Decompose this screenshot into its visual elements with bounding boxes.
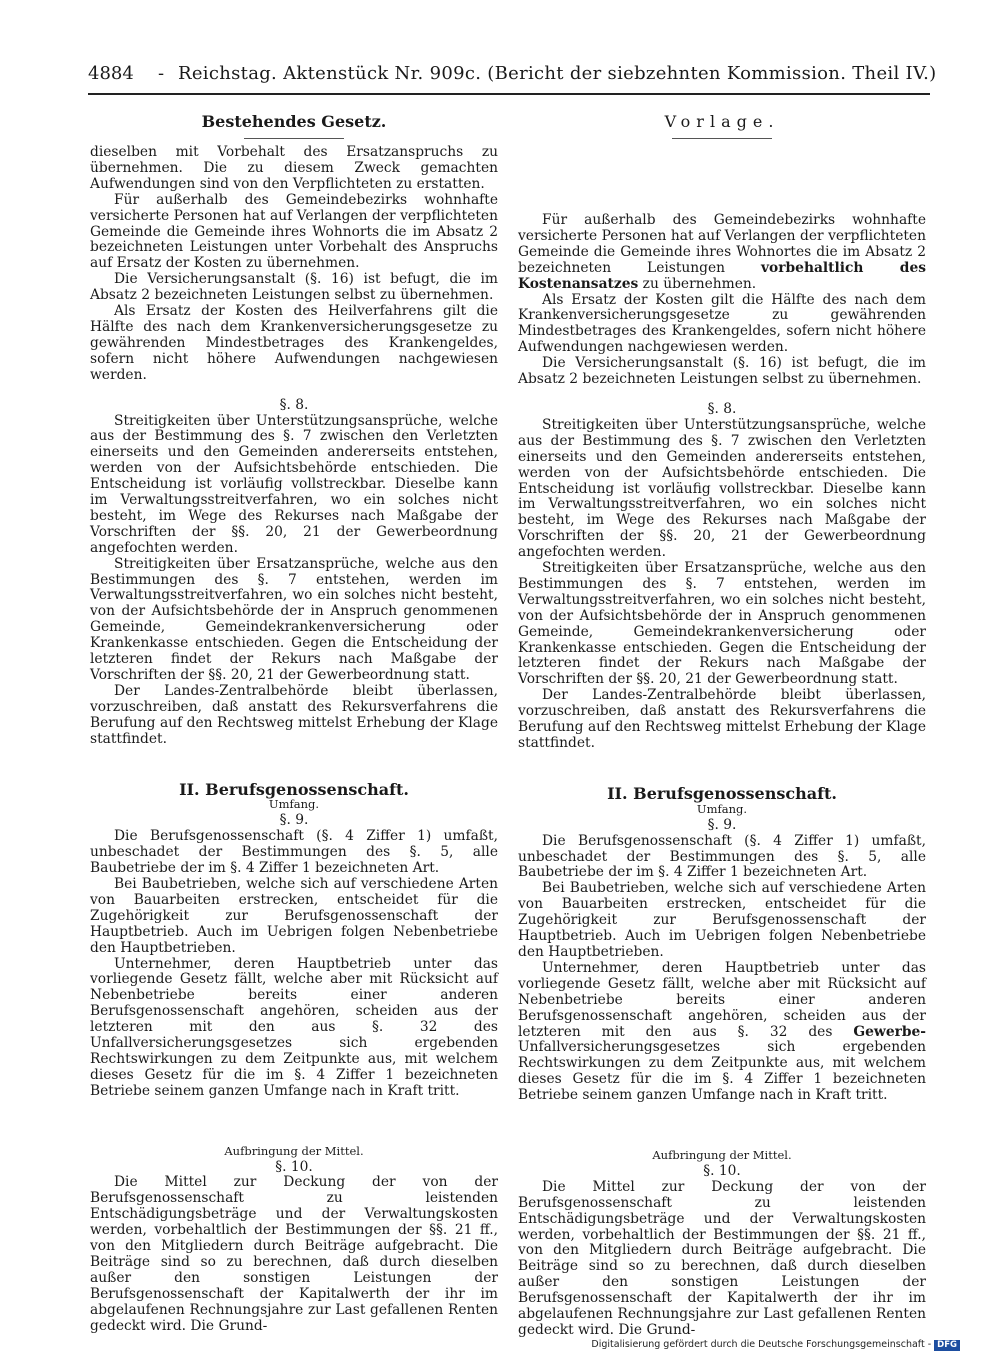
right-s10-p1: Die Mittel zur Deckung der von der Berufsgenossenschaft zu leistenden Entschädigungsbeträge und der Verwaltungskosten werden, vorbehaltlich der Bestimmungen der §§. 21 ff., von den Mitgliedern durch Beiträge aufgebracht. Die Beiträge sind so zu berechnen, daß durch dieselben außer den sonstigen Leistungen der Berufsgenossenschaft der Kapitalwerth der ihr im abgelaufenen Rechnungsjahre zur Last gefallenen Renten gedeckt wird. Die Grund-: [518, 1178, 926, 1338]
left-s9-p3: Unternehmer, deren Hauptbetrieb unter das vorliegende Gesetz fällt, welche aber mit Rücksicht auf Nebenbetriebe bereits einer anderen Berufsgenossenschaft angehören, scheiden aus der letzteren mit den aus §. 32 des Unfallversicherungsgesetzes sich ergebenden Rechtswirkungen zu dem Zeitpunkte aus, mit welchem dieses Gesetz für die im §. 4 Ziffer 1 bezeichneten Betriebe seinem ganzen Umfange nach in Kraft tritt.: [90, 955, 498, 1099]
left-s8-p2: Streitigkeiten über Ersatzansprüche, welche aus den Bestimmungen des §. 7 entstehen, werden im Verwaltungsstreitverfahren, wo ein solches nicht besteht, von der Aufsichtsbehörde der in Anspruch genommenen Gemeinde, Gemeindekrankenversicherung oder Krankenkasse entschieden. Gegen die Entscheidung der letzteren findet der Rekurs nach Maßgabe der Vorschriften der §§. 20, 21 der Gewerbeordnung statt.: [90, 555, 498, 683]
right-s9-p3: [518, 961, 926, 1104]
left-s9-title: §. 9.: [279, 812, 309, 829]
right-s8-p2: Streitigkeiten über Ersatzansprüche, welche aus den Bestimmungen des §. 7 entstehen, werden im Verwaltungsstreitverfahren, wo ein solches nicht besteht, von der Aufsichtsbehörde der in Anspruch genommenen Gemeinde, Gemeindekrankenversicherung oder Krankenkasse entschieden. Gegen die Entscheidung der letzteren findet der Rekurs nach Maßgabe der Vorschriften der §§. 20, 21 der Gewerbeordnung statt.: [518, 560, 926, 688]
dfg-logo: DFG: [934, 1340, 960, 1351]
right-s9-p3-bold: Gewerbe-: [853, 1023, 927, 1040]
right-intro-p2: Als Ersatz der Kosten gilt die Hälfte des nach dem Krankenversicherungsgesetze zu gewährenden Mindestbetrages des Krankengeldes, sofern nicht höhere Aufwendungen nachgewiesen werden.: [518, 291, 926, 356]
header-title: Reichstag. Aktenstück Nr. 909c. (Bericht der siebzehnten Kommission. Theil IV.): [178, 63, 937, 84]
right-intro-p1: [518, 213, 926, 293]
right-intro-p1-text: Für außerhalb des Gemeindebezirks wohnhafte versicherte Personen hat auf Verlangen der verpflichteten Gemeinde die Gemeinde ihres Wohnortes die im Absatz 2 bezeichneten Leistungen: [518, 212, 926, 276]
page-footer: [591, 1339, 960, 1351]
left-intro-p1: dieselben mit Vorbehalt des Ersatzanspruchs zu übernehmen. Die zu diesem Zweck gemachten Aufwendungen sind von den Verpflichteten zu erstatten.: [90, 144, 498, 192]
right-s9-p3-end: Unfallversicherungsgesetzes sich ergebenden Rechtswirkungen zu dem Zeitpunkte aus, mit welchem dieses Gesetz für die im §. 4 Ziffer 1 bezeichneten Betriebe seinem ganzen Umfange nach in Kraft tritt.: [518, 1039, 926, 1104]
left-heading-rule: [244, 138, 344, 139]
right-intro-p3: Die Versicherungsanstalt (§. 16) ist befugt, die im Absatz 2 bezeichneten Leistungen selbst zu übernehmen.: [518, 355, 926, 388]
page-header: [88, 62, 937, 86]
left-s9-p2: Bei Baubetrieben, welche sich auf verschiedene Arten von Bauarbeiten erstrecken, entscheidet für die Zugehörigkeit zur Berufsgenossenschaft der Hauptbetrieb. Auch im Uebrigen folgen Nebenbetriebe den Hauptbetrieben.: [90, 875, 498, 956]
right-intro-p1-bold: vorbehaltlich des Kostenansatzes: [518, 259, 926, 292]
right-intro-p1-end: zu übernehmen.: [642, 275, 757, 292]
left-s8-title: §. 8.: [279, 396, 309, 413]
left-s8-p1: Streitigkeiten über Unterstützungsansprüche, welche aus der Bestimmung des §. 7 zwischen den Verletzten einerseits und den Gemeinden andererseits entstehen, werden von der Aufsichtsbehörde entschieden. Die Entscheidung ist vorläufig vollstreckbar. Dieselbe kann im Verwaltungsstreitverfahren, wo ein solches nicht besteht, im Wege des Rekurses nach Maßgabe der Vorschriften der §§. 20, 21 der Gewerbeordnung angefochten werden.: [90, 412, 498, 556]
left-column: [90, 112, 498, 1335]
right-s9-title: §. 9.: [707, 816, 737, 833]
right-s8-title: §. 8.: [707, 400, 737, 417]
footer-text: Digitalisierung gefördert durch die Deutsche Forschungsgemeinschaft -: [591, 1339, 932, 1350]
left-s10-p1: Die Mittel zur Deckung der von der Berufsgenossenschaft zu leistenden Entschädigungsbeträge und der Verwaltungskosten werden, vorbehaltlich der Bestimmungen der §§. 21 ff., von den Mitgliedern durch Beiträge aufgebracht. Die Beiträge sind so zu berechnen, daß durch dieselben außer den sonstigen Leistungen der Berufsgenossenschaft der Kapitalwerth der ihr im abgelaufenen Rechnungsjahre zur Last gefallenen Renten gedeckt wird. Die Grund-: [90, 1174, 498, 1334]
right-s8-p1: Streitigkeiten über Unterstützungsansprüche, welche aus der Bestimmung des §. 7 zwischen den Verletzten einerseits und den Gemeinden andererseits entstehen, werden von der Aufsichtsbehörde entschieden. Die Entscheidung ist vorläufig vollstreckbar. Dieselbe kann im Verwaltungsstreitverfahren, wo ein solches nicht besteht, im Wege des Rekurses nach Maßgabe der Vorschriften der §§. 20, 21 der Gewerbeordnung angefochten werden.: [518, 416, 926, 561]
left-intro-p4: Als Ersatz der Kosten des Heilverfahrens gilt die Hälfte des nach dem Krankenversicherungsgesetze zu gewährenden Mindestbetrages des Krankengeldes, sofern nicht höhere Aufwendungen nachgewiesen werden.: [90, 303, 498, 383]
right-s10-title: §. 10.: [703, 1162, 741, 1179]
left-umfang: Umfang.: [268, 797, 320, 812]
right-aufbringung: Aufbringung der Mittel.: [652, 1148, 792, 1163]
right-column-heading: Vorlage.: [664, 112, 780, 131]
left-s9-p1: Die Berufsgenossenschaft (§. 4 Ziffer 1) umfaßt, unbeschadet der Bestimmungen des §. 5, alle Baubetriebe der im §. 4 Ziffer 1 bezeichneten Art.: [90, 828, 498, 877]
right-s9-p2: Bei Baubetrieben, welche sich auf verschiedene Arten von Bauarbeiten erstrecken, entscheidet für die Zugehörigkeit zur Berufsgenossenschaft der Hauptbetrieb. Auch im Uebrigen folgen Nebenbetriebe den Hauptbetrieben.: [518, 880, 926, 960]
right-heading-rule: [672, 138, 772, 139]
page-number: 4884: [88, 63, 134, 84]
left-section-title: II. Berufsgenossenschaft.: [179, 779, 409, 799]
left-intro-p3: Die Versicherungsanstalt (§. 16) ist befugt, die im Absatz 2 bezeichneten Leistungen selbst zu übernehmen.: [90, 271, 498, 304]
left-s10-title: §. 10.: [275, 1158, 313, 1175]
right-umfang: Umfang.: [696, 801, 748, 816]
left-aufbringung: Aufbringung der Mittel.: [224, 1143, 364, 1158]
right-s9-p1: Die Berufsgenossenschaft (§. 4 Ziffer 1) umfaßt, unbeschadet der Bestimmungen des §. 5, alle Baubetriebe der im §. 4 Ziffer 1 bezeichneten Art.: [518, 832, 926, 881]
header-dash: -: [158, 63, 165, 84]
header-rule: [88, 93, 930, 95]
left-s8-p3: Der Landes-Zentralbehörde bleibt überlassen, vorzuschreiben, daß anstatt des Rekursverfahrens die Berufung auf den Rechtsweg mittelst Erhebung der Klage stattfindet.: [90, 682, 498, 747]
right-s8-p3: Der Landes-Zentralbehörde bleibt überlassen, vorzuschreiben, daß anstatt des Rekursverfahrens die Berufung auf den Rechtsweg mittelst Erhebung der Klage stattfindet.: [518, 687, 926, 751]
left-column-heading: Bestehendes Gesetz.: [201, 112, 387, 131]
right-s9-p3-text: Unternehmer, deren Hauptbetrieb unter das vorliegende Gesetz fällt, welche aber mit Rücksicht auf Nebenbetriebe bereits einer anderen Berufsgenossenschaft angehören, scheiden aus der letzteren mit den aus §. 32 des: [518, 959, 926, 1040]
right-section-title: II. Berufsgenossenschaft.: [607, 783, 837, 803]
left-intro-p2: Für außerhalb des Gemeindebezirks wohnhafte versicherte Personen hat auf Verlangen der verpflichteten Gemeinde die Gemeinde ihres Wohnorts die im Absatz 2 bezeichneten Leistungen unter Vorbehalt des Anspruchs auf Ersatz der Kosten zu übernehmen.: [90, 191, 498, 272]
right-column: [518, 112, 926, 1339]
